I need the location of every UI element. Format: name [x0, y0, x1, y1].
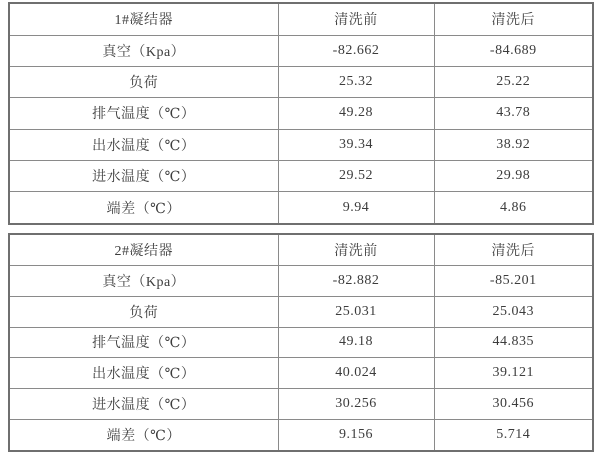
table-row-terminal-difference: [9, 419, 593, 451]
column-header-before: 清洗前: [278, 3, 434, 35]
value-before-cell: 9.94: [278, 192, 434, 224]
value-after-cell: -84.689: [434, 35, 593, 66]
value-before-cell: 49.18: [278, 327, 434, 358]
column-header-before: 清洗前: [278, 234, 434, 266]
value-before-cell: 49.28: [278, 98, 434, 129]
row-label-cell: 真空（Kpa）: [9, 266, 278, 297]
row-label-cell: 排气温度（℃）: [9, 327, 278, 358]
row-label-cell: 负荷: [9, 296, 278, 327]
table-title-cell: 2#凝结器: [9, 234, 278, 266]
value-before-cell: 9.156: [278, 419, 434, 451]
value-after-cell: 25.043: [434, 296, 593, 327]
table-row-exhaust-temp: [9, 327, 593, 358]
value-before-cell: 30.256: [278, 389, 434, 420]
value-after-cell: 38.92: [434, 129, 593, 160]
row-label-cell: 端差（℃）: [9, 192, 278, 224]
table-row-exhaust-temp: [9, 98, 593, 129]
table-row-vacuum: [9, 35, 593, 66]
row-label-cell: 出水温度（℃）: [9, 358, 278, 389]
condenser-2-table: [8, 233, 594, 452]
value-after-cell: 43.78: [434, 98, 593, 129]
value-after-cell: -85.201: [434, 266, 593, 297]
table-row-terminal-difference: [9, 192, 593, 224]
value-after-cell: 5.714: [434, 419, 593, 451]
table-row-outlet-water-temp: [9, 129, 593, 160]
table-row-inlet-water-temp: [9, 389, 593, 420]
row-label-cell: 进水温度（℃）: [9, 389, 278, 420]
row-label-cell: 负荷: [9, 66, 278, 97]
table-row-outlet-water-temp: [9, 358, 593, 389]
value-after-cell: 29.98: [434, 160, 593, 191]
table-header-row: [9, 234, 593, 266]
value-before-cell: -82.882: [278, 266, 434, 297]
row-label-cell: 出水温度（℃）: [9, 129, 278, 160]
column-header-after: 清洗后: [434, 3, 593, 35]
value-before-cell: 39.34: [278, 129, 434, 160]
table-row-inlet-water-temp: [9, 160, 593, 191]
condenser-1-table: [8, 2, 594, 225]
row-label-cell: 进水温度（℃）: [9, 160, 278, 191]
table-row-vacuum: [9, 266, 593, 297]
value-before-cell: 25.32: [278, 66, 434, 97]
value-after-cell: 4.86: [434, 192, 593, 224]
value-before-cell: 29.52: [278, 160, 434, 191]
table-title-cell: 1#凝结器: [9, 3, 278, 35]
table-row-load: [9, 296, 593, 327]
value-after-cell: 44.835: [434, 327, 593, 358]
value-before-cell: 25.031: [278, 296, 434, 327]
value-before-cell: -82.662: [278, 35, 434, 66]
row-label-cell: 排气温度（℃）: [9, 98, 278, 129]
value-after-cell: 30.456: [434, 389, 593, 420]
row-label-cell: 真空（Kpa）: [9, 35, 278, 66]
column-header-after: 清洗后: [434, 234, 593, 266]
value-before-cell: 40.024: [278, 358, 434, 389]
table-row-load: [9, 66, 593, 97]
value-after-cell: 25.22: [434, 66, 593, 97]
value-after-cell: 39.121: [434, 358, 593, 389]
table-header-row: [9, 3, 593, 35]
row-label-cell: 端差（℃）: [9, 419, 278, 451]
